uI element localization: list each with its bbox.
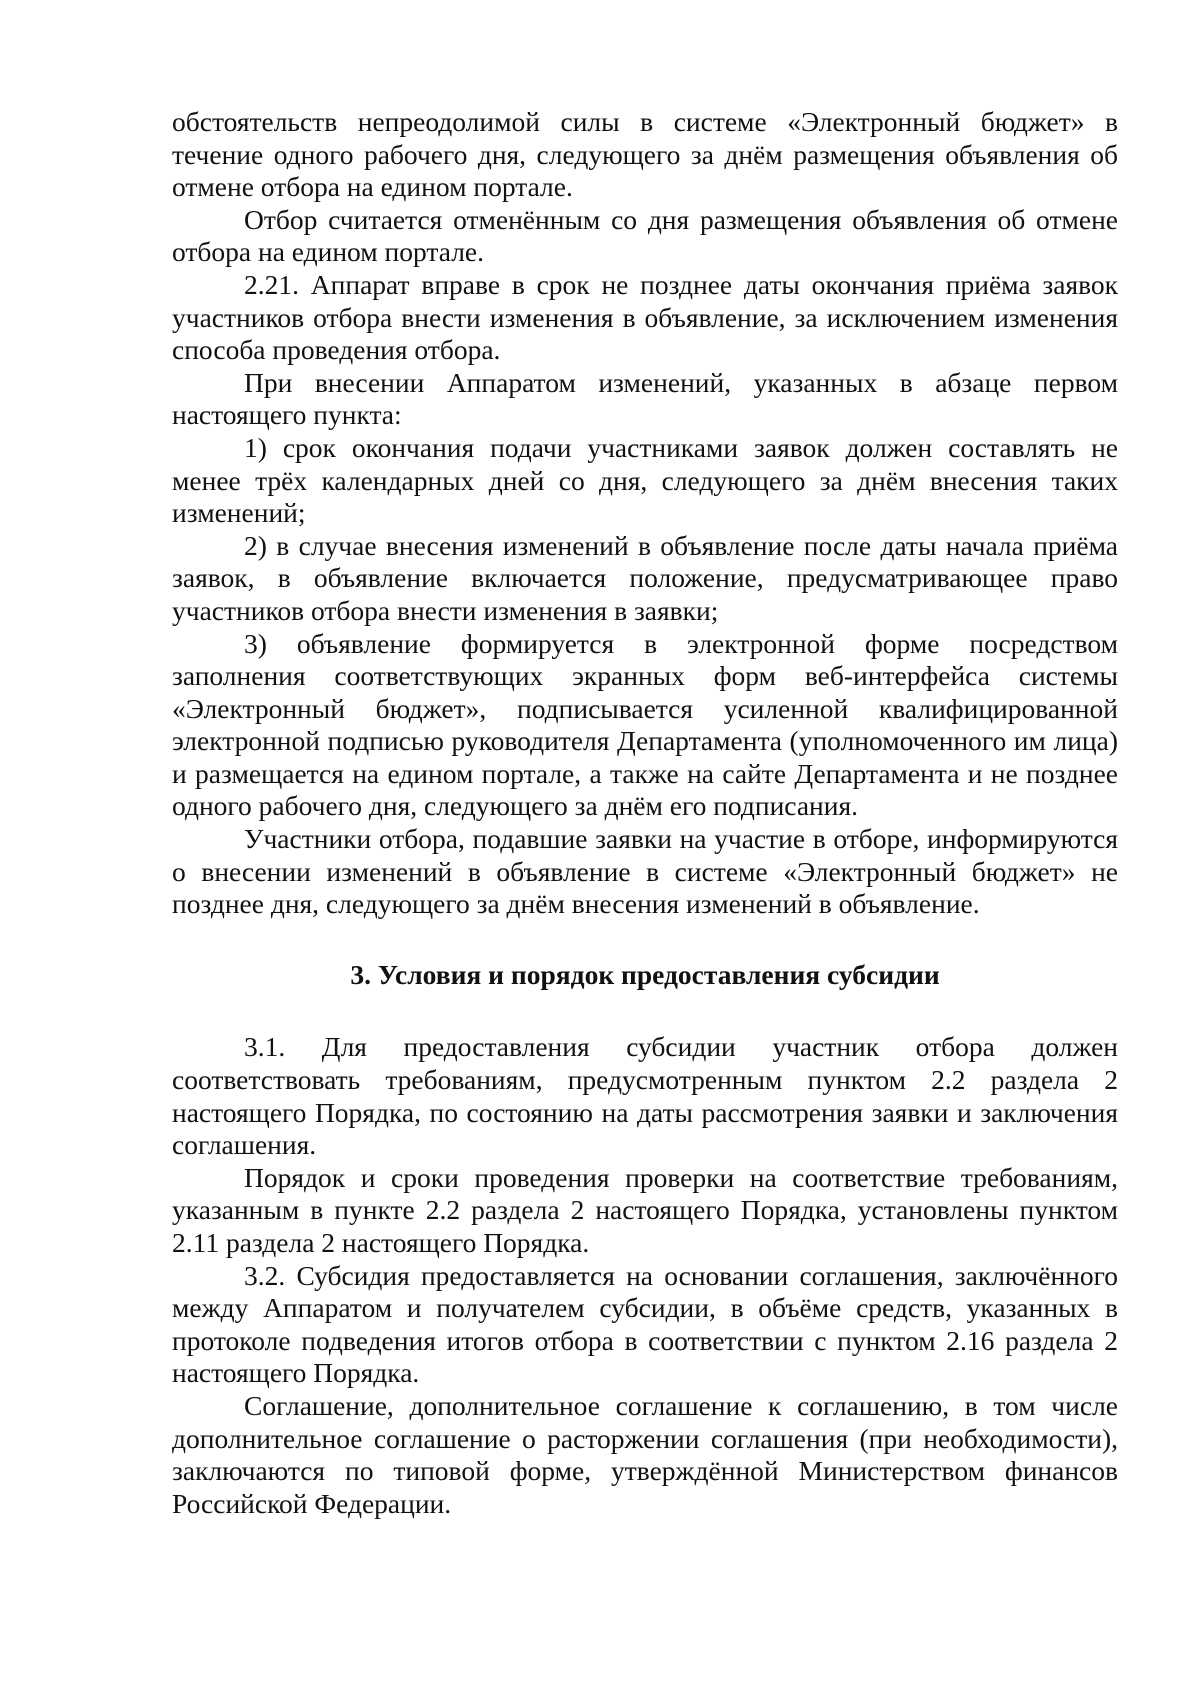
document-body [172, 106, 1118, 1520]
paragraph-changes-intro: При внесении Аппаратом изменений, указанных в абзаце первом настоящего пункта: [172, 366, 1118, 431]
list-item-1: 1) срок окончания подачи участниками заявок должен составлять не менее трёх календарных дней со дня, следующего за днём внесения таких изменений; [172, 431, 1118, 529]
paragraph-participants-informed: Участники отбора, подавшие заявки на участие в отборе, информируются о внесении изменений в объявление в системе «Электронный бюджет» не позднее дня, следующего за днём внесения изменений в объявление. [172, 823, 1118, 920]
paragraph-3-2: 3.2. Субсидия предоставляется на основании соглашения, заключённого между Аппаратом и получателем субсидии, в объёме средств, указанных в протоколе подведения итогов отбора в соответствии с пунктом 2.16 раздела 2 настоящего Порядка. [172, 1259, 1118, 1389]
paragraph-force-majeure-continuation: обстоятельств непреодолимой силы в системе «Электронный бюджет» в течение одного рабочего дня, следующего за днём размещения объявления об отмене отбора на едином портале. [172, 106, 1118, 203]
paragraph-3-1: 3.1. Для предоставления субсидии участник отбора должен соответствовать требованиям, предусмотренным пунктом 2.2 раздела 2 настоящего Порядка, по состоянию на даты рассмотрения заявки и заключения соглашения. [172, 1031, 1118, 1161]
paragraph-check-procedure: Порядок и сроки проведения проверки на соответствие требованиям, указанным в пункте 2.2 раздела 2 настоящего Порядка, установлены пунктом 2.11 раздела 2 настоящего Порядка. [172, 1161, 1118, 1258]
section-3-heading: 3. Условия и порядок предоставления субсидии [350, 958, 940, 990]
paragraph-2-21: 2.21. Аппарат вправе в срок не позднее даты окончания приёма заявок участников отбора внести изменения в объявление, за исключением изменения способа проведения отбора. [172, 268, 1118, 366]
list-item-2: 2) в случае внесения изменений в объявление после даты начала приёма заявок, в объявление включается положение, предусматривающее право участников отбора внести изменения в заявки; [172, 529, 1118, 626]
list-item-3: 3) объявление формируется в электронной форме посредством заполнения соответствующих экранных форм веб-интерфейса системы «Электронный бюджет», подписывается усиленной квалифицированной электронной подписью руководителя Департамента (уполномоченного им лица) и размещается на едином портале, а также на сайте Департамента и не позднее одного рабочего дня, следующего за днём его подписания. [172, 627, 1118, 822]
paragraph-cancellation-effective: Отбор считается отменённым со дня размещения объявления об отмене отбора на едином портале. [172, 203, 1118, 268]
paragraph-agreement-form: Соглашение, дополнительное соглашение к соглашению, в том числе дополнительное соглашение о расторжении соглашения (при необходимости), заключаются по типовой форме, утверждённой Министерством финансов Российской Федерации. [172, 1389, 1118, 1519]
